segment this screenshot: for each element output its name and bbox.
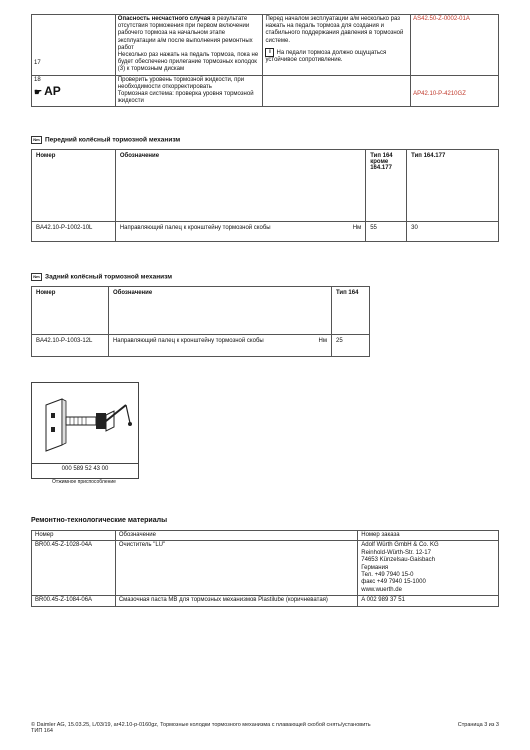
row-value-a: 25 — [331, 335, 369, 357]
step-ref-cell — [411, 15, 499, 76]
order-line: Adolf Würth GmbH & Co. KG — [361, 542, 439, 549]
material-designation: Очиститель "LU" — [115, 541, 357, 596]
ap-marker — [34, 83, 113, 98]
row-unit: Нм — [318, 338, 327, 344]
order-line: Reinhold-Würth-Str. 12-17 — [361, 549, 431, 556]
front-data-row — [32, 222, 499, 242]
order-line: Германия — [361, 564, 389, 571]
col-number: Номер — [32, 531, 116, 541]
row-number: BA42.10-P-1003-12L — [32, 335, 109, 357]
front-header-row — [32, 150, 499, 222]
rear-spec-table — [31, 286, 370, 357]
footer-type: ТИП 164 — [31, 728, 53, 735]
step-ref-cell — [411, 75, 499, 107]
ap-label: AP — [44, 83, 61, 98]
order-line: 74653 Künzelsau-Gaisbach — [361, 557, 435, 564]
rear-data-row — [32, 335, 370, 357]
materials-header-row — [32, 531, 499, 541]
material-order-cell — [358, 596, 499, 606]
info-note: На педали тормоза должно ощущаться устойчивое сопротивление. — [265, 49, 387, 64]
step-action: Проверить уровень тормозной жидкости, при необходимости откорректировать — [117, 76, 245, 90]
order-line: Тел. +49 7940 15-0 — [361, 572, 414, 579]
tool-part-number: 000 589 52 43 00 — [32, 463, 138, 472]
material-order-cell — [358, 541, 499, 596]
row-value-a: 55 — [366, 222, 407, 242]
row-designation — [115, 222, 365, 242]
order-line: A 002 989 37 51 — [361, 597, 405, 604]
rear-section-label: Задний колёсный тормозной механизм — [45, 273, 173, 281]
reference-link[interactable]: AS42.50-Z-0002-01A — [413, 16, 470, 22]
rear-section-title — [31, 273, 172, 281]
step-number: 17 — [34, 60, 41, 66]
col-number: Номер — [32, 287, 109, 335]
materials-title: Ремонтно-технологические материалы — [31, 517, 168, 524]
step-note-cell — [263, 15, 411, 76]
order-line: факс +49 7940 15-1000 — [361, 579, 426, 586]
procedure-row-18 — [32, 75, 499, 107]
material-row — [32, 541, 499, 596]
materials-table — [31, 530, 499, 607]
reference-link[interactable]: AP42.10-P-4210GZ — [413, 90, 466, 97]
info-icon: i — [265, 48, 274, 57]
row-number: BA42.10-P-1002-10L — [32, 222, 116, 242]
front-spec-table — [31, 149, 499, 242]
order-line: www.wuerth.de — [361, 586, 402, 593]
col-designation: Обозначение — [115, 150, 365, 222]
col-designation: Обозначение — [115, 531, 357, 541]
material-number: BR00.45-Z-1028-04A — [32, 541, 116, 596]
spec-section-icon: Nm — [31, 136, 42, 144]
material-number: BR00.45-Z-1084-06A — [32, 596, 116, 606]
footer-page-number: Страница 3 из 3 — [457, 722, 499, 728]
step-number-cell — [32, 75, 116, 107]
col-designation: Обозначение — [108, 287, 331, 335]
footer-info — [31, 722, 431, 735]
step-number-cell — [32, 15, 116, 76]
material-row — [32, 596, 499, 606]
footer-copyright: © Daimler AG, 15.03.25, L/03/19, ar42.10-p-0160gz, Тормозные колодки тормозного механизма с плавающей скобой снять/установить — [31, 722, 371, 728]
warning-text: в результате отсутствия торможения при первом включении рабочего тормоза на начальном этапе эксплуатации а/м после выполнения ремонтных работ — [117, 16, 253, 51]
front-section-title — [31, 136, 180, 144]
row-designation-text: Направляющий палец к кронштейну тормозной скобы — [112, 338, 264, 344]
row-unit: Нм — [352, 225, 362, 231]
step-note-cell — [263, 75, 411, 107]
tool-caption: Отжимное приспособление — [52, 479, 116, 485]
front-section-label: Передний колёсный тормозной механизм — [45, 136, 181, 144]
spreader-tool-image — [32, 383, 138, 461]
col-type-b: Тип 164.177 — [407, 150, 499, 222]
row-designation-text: Направляющий палец к кронштейну тормозной скобы — [119, 225, 271, 231]
step-subaction: Тормозная система: проверка уровня тормозной жидкости — [117, 91, 254, 105]
rear-header-row — [32, 287, 370, 335]
material-designation: Смазочная паста МВ для тормозных механизмов Plastilube (коричневатая) — [115, 596, 357, 606]
col-type-a: Тип 164 — [331, 287, 369, 335]
procedure-row-17 — [32, 15, 499, 76]
col-type-a: Тип 164 кроме 164.177 — [366, 150, 407, 222]
col-order-number: Номер заказа — [358, 531, 499, 541]
warning-title: Опасность несчастного случая — [117, 16, 211, 22]
procedure-table — [31, 14, 499, 107]
step-note: Перед началом эксплуатации а/м несколько раз нажать на педаль тормоза для создания и стабильного поддержания давления в тормозной системе. — [265, 16, 404, 44]
col-number: Номер — [32, 150, 116, 222]
step-instruction-cell — [115, 15, 263, 76]
pointing-hand-icon: ☛ — [34, 86, 43, 97]
row-designation — [108, 335, 331, 357]
tool-illustration-frame — [31, 382, 139, 479]
step-number: 18 — [34, 76, 41, 83]
step-instruction-cell — [115, 75, 263, 107]
spec-section-icon: Nm — [31, 273, 42, 281]
step-action: Несколько раз нажать на педаль тормоза, пока не будет обеспечено прилегание тормозных колодок (3) к тормозным дискам — [117, 52, 259, 73]
row-value-b: 30 — [407, 222, 499, 242]
